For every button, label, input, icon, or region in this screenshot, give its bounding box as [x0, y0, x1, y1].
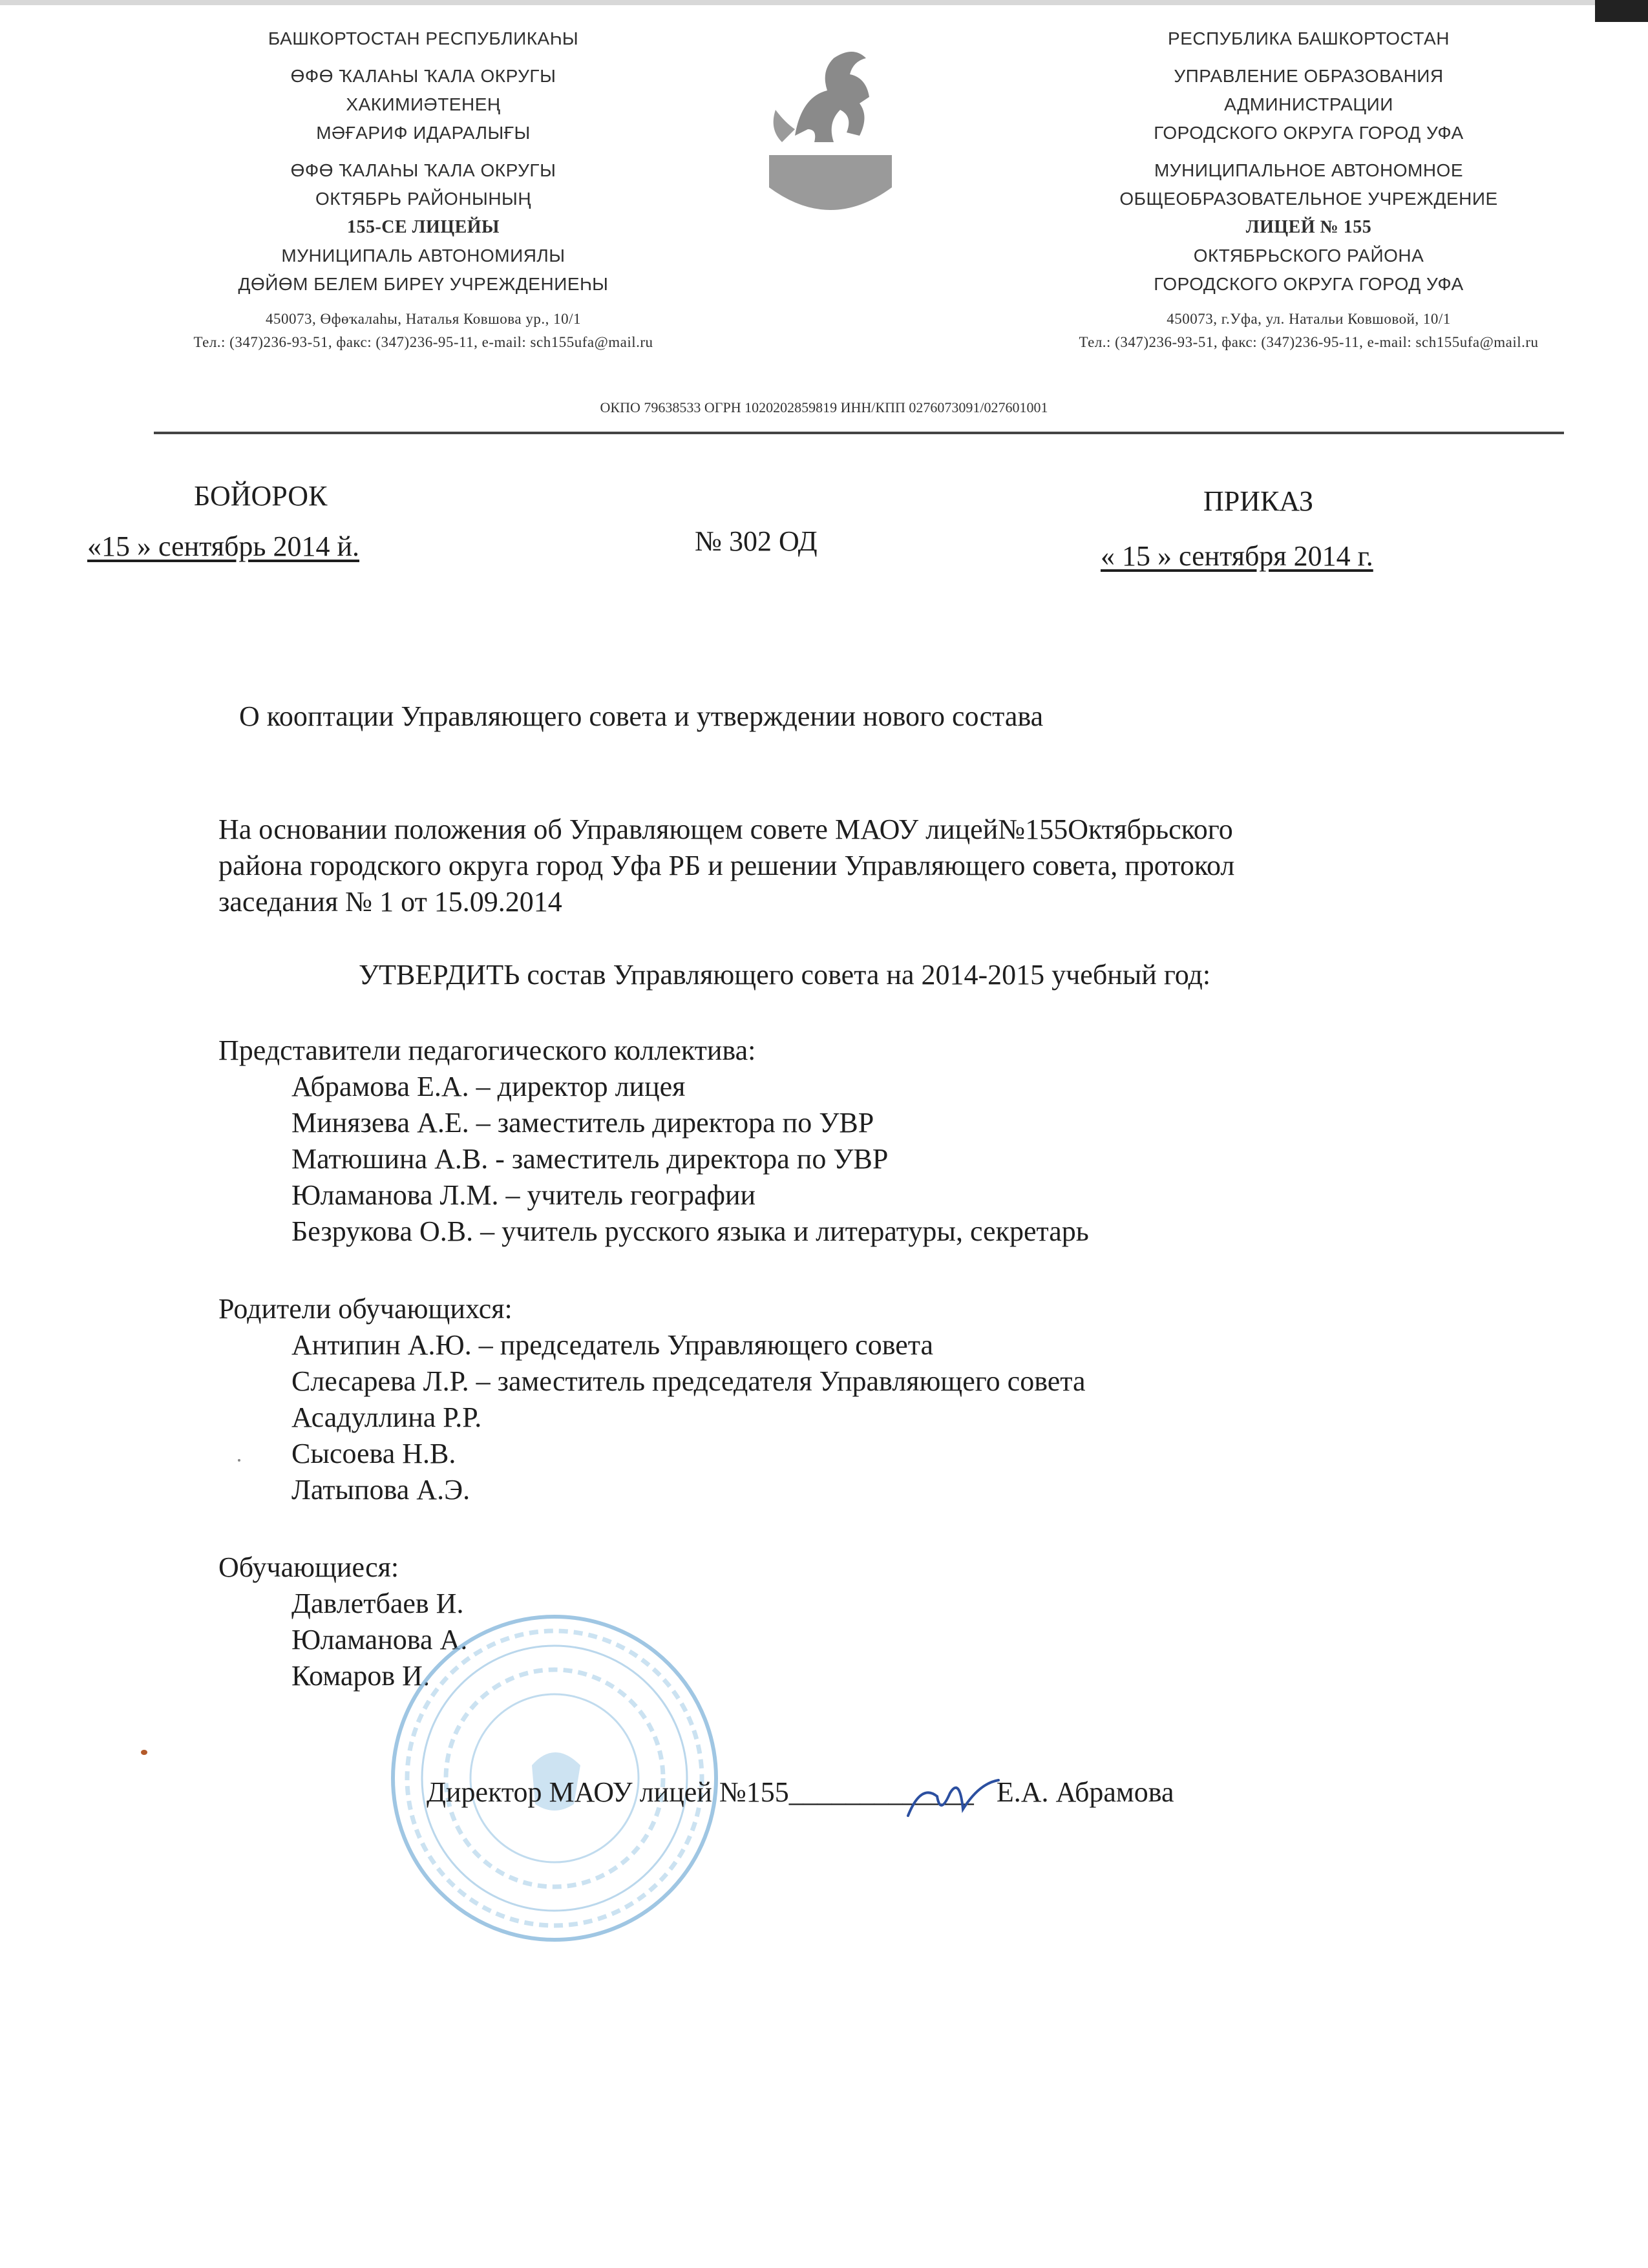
list-item: Комаров И. [291, 1660, 430, 1692]
header-left-contacts: Тел.: (347)236-93-51, факс: (347)236-95-11, e-mail: sch155ufa@mail.ru [193, 334, 653, 350]
handwritten-signature-icon [902, 1770, 1005, 1829]
header-left-school: 155-СЕ ЛИЦЕЙЫ [346, 217, 500, 237]
scan-edge-top [0, 0, 1648, 5]
order-date-bashkir: «15 » сентябрь 2014 й. [87, 530, 360, 562]
list-item: Абрамова Е.А. – директор лицея [291, 1071, 686, 1102]
list-item: Юламанова А. [291, 1624, 468, 1655]
scan-edge-corner [1595, 0, 1648, 22]
header-left-line: ӨФӨ ҠАЛАҺЫ ҠАЛА ОКРУГЫ [290, 66, 556, 86]
list-item: Давлетбаев И. [291, 1588, 464, 1619]
list-item: Юламанова Л.М. – учитель географии [291, 1179, 756, 1211]
header-right-line: АДМИНИСТРАЦИИ [1224, 94, 1393, 114]
header-left-line: МУНИЦИПАЛЬ АВТОНОМИЯЛЫ [281, 246, 565, 266]
order-subject: О кооптации Управляющего совета и утверждении нового состава [239, 700, 1044, 732]
header-right-line: ГОРОДСКОГО ОКРУГА ГОРОД УФА [1154, 274, 1464, 294]
signature-line [427, 1776, 1174, 1809]
list-item: Безрукова О.В. – учитель русского языка и литературы, секретарь [291, 1215, 1089, 1247]
header-left [136, 25, 711, 354]
ufa-coat-of-arms-icon [756, 39, 905, 226]
header-left-line: МӘҒАРИФ ИДАРАЛЫҒЫ [316, 123, 531, 143]
header-left-line: ОКТЯБРЬ РАЙОНЫНЫҢ [315, 189, 532, 209]
list-item: Антипин А.Ю. – председатель Управляющего совета [291, 1329, 934, 1361]
header-divider [154, 432, 1564, 434]
header-right-line: ГОРОДСКОГО ОКРУГА ГОРОД УФА [1154, 123, 1464, 143]
basis-line: района городского округа город Уфа РБ и решении Управляющего совета, протокол [218, 850, 1235, 881]
list-item: Матюшина А.В. - заместитель директора по УВР [291, 1143, 889, 1175]
group-heading: Представители педагогического коллектива: [218, 1034, 756, 1066]
header-right [1021, 25, 1596, 354]
header-left-line: ХАКИМИӘТЕНЕҢ [346, 94, 501, 114]
list-item: Сысоева Н.В. [291, 1438, 456, 1469]
basis-line: заседания № 1 от 15.09.2014 [218, 886, 562, 918]
header-right-address: 450073, г.Уфа, ул. Натальи Ковшовой, 10/1 [1167, 311, 1451, 327]
scan-speck [238, 1459, 240, 1462]
scan-speck [141, 1750, 147, 1755]
group-heading: Обучающиеся: [218, 1551, 399, 1583]
list-item: Минязева А.Е. – заместитель директора по УВР [291, 1107, 874, 1139]
header-left-address: 450073, Өфөҡалаһы, Наталья Ковшова ур., 10/1 [266, 311, 581, 327]
header-right-line: УПРАВЛЕНИЕ ОБРАЗОВАНИЯ [1174, 66, 1444, 86]
header-right-school: ЛИЦЕЙ № 155 [1245, 217, 1372, 237]
header-right-contacts: Тел.: (347)236-93-51, факс: (347)236-95-11, e-mail: sch155ufa@mail.ru [1079, 334, 1539, 350]
order-basis [218, 812, 1234, 920]
header-left-line: ӨФӨ ҠАЛАҺЫ ҠАЛА ОКРУГЫ [290, 160, 556, 180]
list-item: Асадуллина Р.Р. [291, 1402, 482, 1433]
group-heading: Родители обучающихся: [218, 1293, 512, 1325]
order-title-bashkir: БОЙОРОК [194, 480, 328, 512]
registration-codes: ОКПО 79638533 ОГРН 1020202859819 ИНН/КПП 0276073091/027601001 [600, 399, 1048, 415]
approve-statement: УТВЕРДИТЬ состав Управляющего совета на 2014-2015 учебный год: [359, 959, 1211, 991]
signature-name: Е.А. Абрамова [996, 1776, 1174, 1808]
order-title-russian: ПРИКАЗ [1203, 485, 1314, 517]
signature-position: Директор МАОУ лицей №155_____________ [427, 1776, 974, 1808]
order-number: № 302 ОД [695, 525, 818, 557]
header-right-line: РЕСПУБЛИКА БАШКОРТОСТАН [1168, 28, 1450, 48]
list-item: Слесарева Л.Р. – заместитель председателя Управляющего совета [291, 1365, 1086, 1397]
list-item: Латыпова А.Э. [291, 1474, 470, 1506]
header-left-line: ДӨЙӨМ БЕЛЕМ БИРЕҮ УЧРЕЖДЕНИЕҺЫ [238, 274, 609, 294]
header-right-line: МУНИЦИПАЛЬНОЕ АВТОНОМНОЕ [1154, 160, 1464, 180]
header-right-line: ОБЩЕОБРАЗОВАТЕЛЬНОЕ УЧРЕЖДЕНИЕ [1119, 189, 1498, 209]
basis-line: На основании положения об Управляющем совете МАОУ лицей№155Октябрьского [218, 814, 1233, 845]
order-date-russian: « 15 » сентября 2014 г. [1101, 540, 1373, 572]
group-parents [218, 1291, 1086, 1508]
header-right-line: ОКТЯБРЬСКОГО РАЙОНА [1193, 246, 1424, 266]
header-left-line: БАШКОРТОСТАН РЕСПУБЛИКАҺЫ [268, 28, 579, 48]
group-teachers [218, 1033, 1089, 1250]
